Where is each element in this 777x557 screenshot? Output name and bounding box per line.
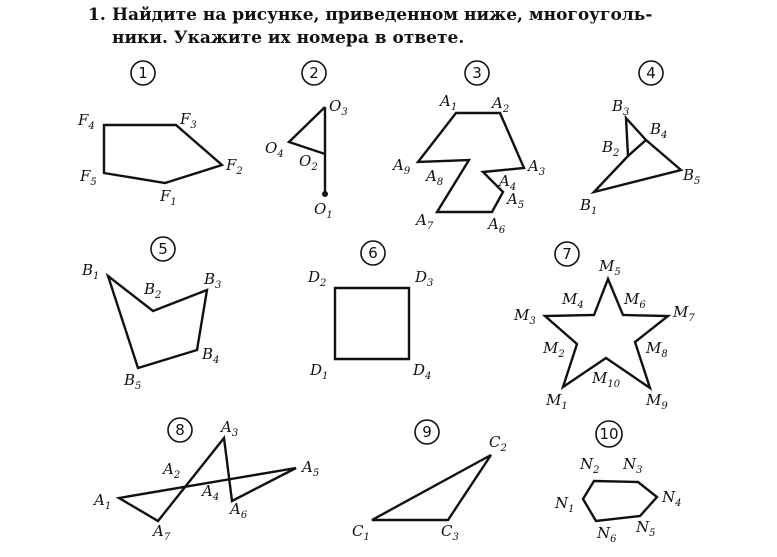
vertex-label: $B_4$ xyxy=(202,345,220,366)
vertex-label: $D_2$ xyxy=(308,268,327,289)
hexagon-n xyxy=(583,481,657,521)
vertex-label: $C_3$ xyxy=(441,522,459,543)
broken-line-o xyxy=(289,107,325,194)
polygon-a-8 xyxy=(119,438,296,521)
figure-3 xyxy=(391,61,545,236)
vertex-label: $N_1$ xyxy=(555,494,575,515)
figure-number: 8 xyxy=(175,421,185,439)
figure-10 xyxy=(554,421,682,545)
vertex-label: $A_4$ xyxy=(499,172,517,193)
vertex-label: $F_1$ xyxy=(160,187,177,208)
vertex-label: $M_1$ xyxy=(546,391,568,412)
figure-number: 7 xyxy=(562,245,572,263)
vertex-label: $M_6$ xyxy=(624,290,646,311)
vertex-label: $D_3$ xyxy=(415,268,434,289)
vertex-label: $N_2$ xyxy=(580,455,600,476)
vertex-label: $B_3$ xyxy=(612,97,630,118)
vertex-label: $A_5$ xyxy=(302,458,320,479)
figure-number: 3 xyxy=(472,64,482,82)
vertex-label: $N_6$ xyxy=(597,524,617,545)
vertex-label: $N_4$ xyxy=(662,488,682,509)
problem-text-line-1: Найдите на рисунке, приведенном ниже, многоуголь- xyxy=(112,5,653,25)
vertex-label: $A_6$ xyxy=(230,500,248,521)
vertex-label: $O_4$ xyxy=(265,139,284,160)
problem-number: 1. xyxy=(88,5,106,25)
figure-2 xyxy=(265,61,348,221)
figure-9 xyxy=(352,420,507,543)
vertex-label: $A_1$ xyxy=(440,92,458,113)
vertex-label: $M_2$ xyxy=(543,339,565,360)
figure-7 xyxy=(513,242,695,412)
figure-1 xyxy=(77,61,243,208)
vertex-label: $A_3$ xyxy=(221,418,239,439)
vertex-label: $A_3$ xyxy=(528,157,546,178)
vertex-label: $B_5$ xyxy=(683,166,701,187)
vertex-label: $B_3$ xyxy=(204,270,222,291)
vertex-label: $B_1$ xyxy=(580,196,598,217)
vertex-label: $D_4$ xyxy=(413,361,432,382)
vertex-label: $N_3$ xyxy=(623,455,643,476)
vertex-label: $F_5$ xyxy=(80,167,97,188)
vertex-label: $B_4$ xyxy=(650,120,668,141)
vertex-label: $A_6$ xyxy=(488,215,506,236)
vertex-label: $M_8$ xyxy=(646,339,668,360)
vertex-label: $A_9$ xyxy=(393,156,411,177)
vertex-label: $O_1$ xyxy=(314,200,333,221)
vertex-label: $F_4$ xyxy=(78,111,95,132)
vertex-label: $M_5$ xyxy=(599,257,621,278)
vertex-label: $A_8$ xyxy=(426,167,444,188)
vertex-label: $B_2$ xyxy=(144,280,162,301)
vertex-label: $A_7$ xyxy=(153,522,171,543)
figure-4 xyxy=(579,61,700,217)
vertex-label: $B_2$ xyxy=(602,138,620,159)
problem-text-line-2: ники. Укажите их номера в ответе. xyxy=(112,28,465,48)
square-d xyxy=(335,288,409,359)
vertex-label: $N_5$ xyxy=(636,518,656,539)
figure-number: 1 xyxy=(138,64,148,82)
vertex-label: $F_3$ xyxy=(180,110,197,131)
vertex-label: $A_2$ xyxy=(163,460,181,481)
vertex-label: $O_2$ xyxy=(299,152,318,173)
endpoint-dot xyxy=(322,191,328,197)
vertex-label: $C_1$ xyxy=(352,522,370,543)
vertex-label: $F_2$ xyxy=(226,156,243,177)
figure-number: 5 xyxy=(158,240,168,258)
vertex-label: $C_2$ xyxy=(489,433,507,454)
vertex-label: $A_4$ xyxy=(202,482,220,503)
vertex-label: $A_2$ xyxy=(492,94,510,115)
vertex-label: $M_4$ xyxy=(562,290,584,311)
figure-6 xyxy=(307,241,433,382)
vertex-label: $M_{10}$ xyxy=(592,369,621,390)
segment-b2-b4 xyxy=(628,140,646,156)
vertex-label: $M_3$ xyxy=(514,306,536,327)
vertex-label: $A_5$ xyxy=(507,190,525,211)
figure-number: 6 xyxy=(368,244,378,262)
figure-number: 2 xyxy=(309,64,319,82)
figure-8 xyxy=(92,418,319,543)
polygon-f xyxy=(104,125,222,183)
figure-5 xyxy=(81,237,221,392)
vertex-label: $O_3$ xyxy=(329,97,348,118)
figure-number: 4 xyxy=(646,64,656,82)
figure-number: 9 xyxy=(422,423,432,441)
vertex-label: $B_1$ xyxy=(82,261,100,282)
vertex-label: $A_1$ xyxy=(94,491,112,512)
vertex-label: $D_1$ xyxy=(310,361,329,382)
triangle-c xyxy=(372,455,491,520)
vertex-label: $M_9$ xyxy=(646,391,668,412)
vertex-label: $M_7$ xyxy=(673,303,695,324)
figure-number: 10 xyxy=(599,425,619,443)
vertex-label: $A_7$ xyxy=(416,211,434,232)
vertex-label: $B_5$ xyxy=(124,371,142,392)
